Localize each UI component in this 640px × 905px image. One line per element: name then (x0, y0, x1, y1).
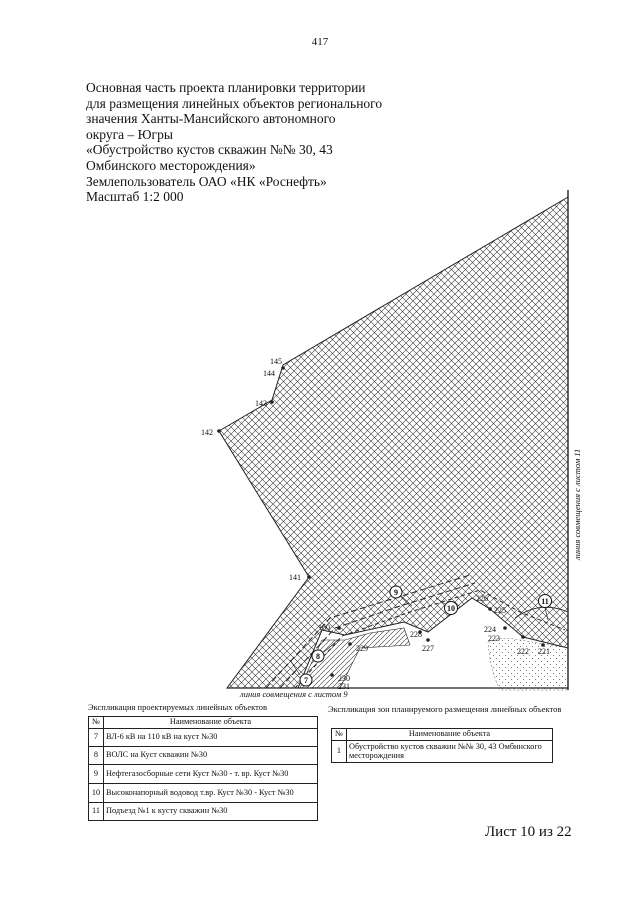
header-line: округа – Югры (86, 126, 173, 142)
point-label-226: 226 (476, 594, 488, 603)
point-label-227: 227 (422, 644, 434, 653)
row-name: ВОЛС на Куст скважин №30 (104, 747, 318, 765)
boundary-point (217, 429, 221, 433)
point-label-229: 229 (356, 644, 368, 653)
header-line: Основная часть проекта планировки территории (86, 80, 366, 95)
page-number: 417 (311, 36, 329, 48)
table-row (89, 803, 318, 821)
point-label-141: 141 (289, 573, 301, 582)
point-label-222: 222 (517, 647, 529, 656)
planning-territory (219, 197, 568, 688)
boundary-point (330, 673, 334, 677)
header-line: «Обустройство кустов скважин №№ 30, 43 (86, 142, 333, 158)
point-label-223: 223 (488, 634, 500, 643)
row-num: 10 (89, 784, 104, 803)
zones-title: Экспликация зон планируемого размещения линейных объектов (328, 704, 562, 714)
row-name: ВЛ-6 кВ на 110 кВ на куст №30 (104, 729, 318, 747)
point-label-221: 221 (538, 647, 550, 656)
boundary-point (337, 626, 341, 630)
row-name: Высоконапорный водовод т.вр. Куст №30 - Куст №30 (104, 784, 318, 803)
table-row (89, 729, 318, 747)
point-label-224: 224 (484, 625, 496, 634)
row-num: 8 (89, 747, 104, 765)
bottom-match-caption: линия совмещения с листом 9 (240, 689, 348, 699)
row-num: 7 (89, 729, 104, 747)
scale-label: Масштаб 1:2 000 (86, 189, 184, 205)
object-marker-8: 8 (316, 652, 320, 661)
linear-objects-table (88, 716, 318, 821)
col-name: Наименование объекта (104, 717, 318, 729)
object-marker-11: 11 (541, 597, 549, 606)
sheet-label: Лист 10 из 22 (485, 824, 572, 840)
col-name: Наименование объекта (347, 729, 553, 741)
boundary-point (307, 575, 311, 579)
point-label-225: 225 (494, 606, 506, 615)
point-label-230: 230 (338, 674, 350, 683)
table-row (89, 784, 318, 803)
point-label-145: 145 (270, 357, 282, 366)
point-label-160: 160 (318, 623, 330, 632)
point-label-142: 142 (201, 428, 213, 437)
row-name: Обустройство кустов скважин №№ 30, 43 Омбинского месторождения (347, 741, 553, 763)
object-marker-7: 7 (304, 676, 308, 685)
row-name: Подъезд №1 к кусту скважин №30 (104, 803, 318, 821)
boundary-point (270, 400, 274, 404)
zones-table (331, 728, 553, 763)
point-label-228: 228 (410, 630, 422, 639)
boundary-point (488, 607, 492, 611)
row-num: 11 (89, 803, 104, 821)
boundary-point (348, 642, 352, 646)
header-line: Омбинского месторождения» (86, 157, 256, 173)
header-line: значения Ханты-Мансийского автономного (86, 111, 336, 127)
col-num: № (332, 729, 347, 741)
table-row (89, 765, 318, 784)
point-label-231: 231 (338, 682, 350, 691)
boundary-point (503, 626, 507, 630)
object-marker-10: 10 (447, 604, 455, 613)
right-match-caption: линия совмещения с листом 11 (572, 448, 582, 560)
point-label-143: 143 (255, 399, 267, 408)
header-line: Землепользователь ОАО «НК «Роснефть» (86, 173, 327, 189)
point-label-144: 144 (263, 369, 275, 378)
row-num: 9 (89, 765, 104, 784)
boundary-point (521, 635, 525, 639)
linear-objects-title: Экспликация проектируемых линейных объектов (88, 702, 267, 712)
col-num: № (89, 717, 104, 729)
row-num: 1 (332, 741, 347, 763)
object-marker-9: 9 (394, 588, 398, 597)
row-name: Нефтегазосборные сети Куст №30 - т. вр. Куст №30 (104, 765, 318, 784)
header-line: для размещения линейных объектов регионального (86, 95, 383, 111)
table-row (89, 747, 318, 765)
boundary-point (426, 638, 430, 642)
boundary-point (281, 366, 285, 370)
table-row (332, 741, 553, 763)
